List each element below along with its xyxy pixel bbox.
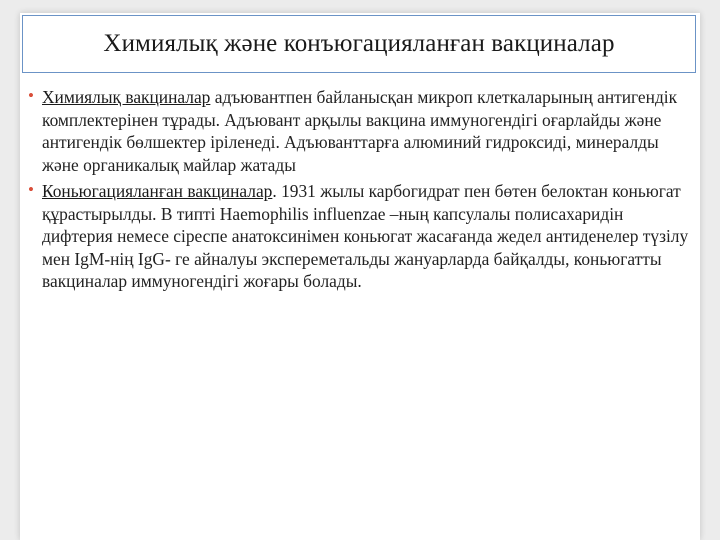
bullet-marker: • bbox=[28, 86, 34, 105]
bullet-marker: • bbox=[28, 180, 34, 199]
bullet-text: адъювантпен байланысқан микроп клеткаларының антигендік комплектерінен тұрады. Адъювант арқылы вакцина иммуногендігі оғарлайды және антигендік бөлшектер іріленеді. Адъюванттарға алюминий гидроксиді, минералды және органикалық майлар жатады bbox=[42, 87, 678, 175]
slide-title: Химиялық және конъюгацияланған вакциналар bbox=[103, 30, 615, 57]
slide bbox=[20, 13, 700, 540]
bullet-term: Химиялық вакциналар bbox=[42, 87, 211, 107]
bullet-term: Коньюгацияланған вакциналар bbox=[42, 181, 273, 201]
bullet-item-chemical-vaccines bbox=[28, 86, 692, 176]
slide-content bbox=[28, 86, 692, 297]
bullet-text: . 1931 жылы карбогидрат пен бөтен белоктан коньюгат құрастырылды. В типті Haemophilis influenzae –ның капсулалы полисахаридін дифтерия немесе сіреспе анатоксинімен коньюгат жасағанда жедел антиденелер түзілу мен IgM-нің IgG- ге айналуы экспереметальды жануарларда байқалды, коньюгатты вакциналар иммуногендігі жоғары болады. bbox=[42, 181, 689, 291]
title-box bbox=[22, 15, 696, 73]
bullet-item-conjugate-vaccines bbox=[28, 180, 692, 293]
